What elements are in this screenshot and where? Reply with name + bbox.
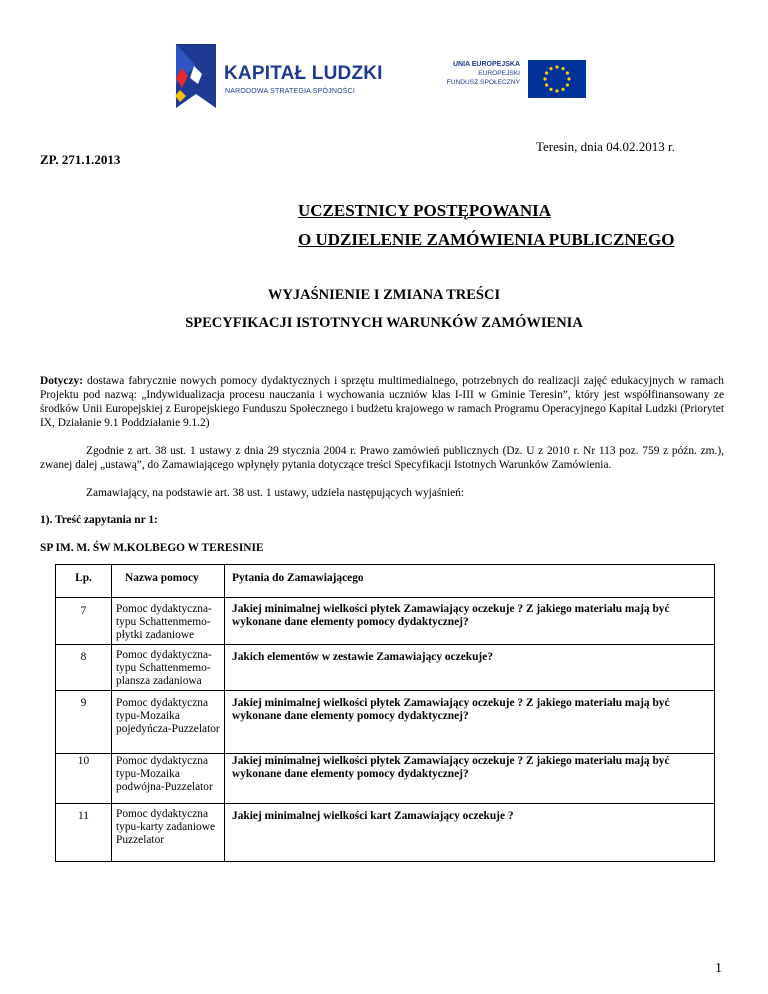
table-divider — [56, 803, 714, 804]
eu-line2: EUROPEJSKI — [478, 70, 520, 77]
zgodnie-text: Zgodnie z art. 38 ust. 1 ustawy z dnia 29 stycznia 2004 r. Prawo zamówień publicznych (Dz. U z 2010 r. Nr 113 poz. 759 z późn. zm.), zwanej dalej „ustawą”, do Zamawiającego wpłynęły pytania dotyczące treści Specyfikacji Istotnych Warunków Zamówienia. — [40, 445, 724, 471]
zgodnie-paragraph — [40, 444, 724, 472]
addressee-line1: UCZESTNICY POSTĘPOWANIA — [298, 201, 551, 220]
kapital-ludzki-emblem-icon — [172, 44, 216, 108]
questions-table — [55, 564, 715, 862]
table-row-lp: 10 — [77, 755, 90, 767]
dotyczy-paragraph — [40, 374, 724, 430]
table-row-name: Pomoc dydaktyczna typu-Mozaika pojedyńcza-Puzzelator — [116, 697, 220, 735]
eu-line3: FUNDUSZ SPOŁECZNY — [446, 79, 520, 86]
reference-number: ZP. 271.1.2013 — [40, 152, 121, 167]
table-divider — [56, 690, 714, 691]
table-divider — [56, 597, 714, 598]
table-row-lp: 11 — [78, 810, 89, 822]
eu-flag-icon — [528, 60, 586, 98]
document-title-line1: WYJAŚNIENIE I ZMIANA TREŚCI — [267, 287, 501, 303]
table-header-question: Pytania do Zamawiającego — [232, 572, 364, 584]
kapital-ludzki-logo — [172, 44, 382, 116]
addressee-line2: O UDZIELENIE ZAMÓWIENIA PUBLICZNEGO — [298, 230, 675, 249]
table-row-name: Pomoc dydaktyczna-typu Schattenmemo-płytki zadaniowe — [116, 603, 212, 641]
table-divider — [56, 644, 714, 645]
page-number: 1 — [715, 961, 722, 976]
table-row-name: Pomoc dydaktyczna-typu Schattenmemo-plansza zadaniowa — [116, 649, 212, 687]
table-header-lp: Lp. — [75, 572, 92, 584]
zamawiajacy-paragraph: Zamawiający, na podstawie art. 38 ust. 1 ustawy, udziela następujących wyjaśnień: — [86, 487, 465, 499]
eu-logo-text — [432, 60, 520, 87]
kapital-ludzki-subtitle: NARODOWA STRATEGIA SPÓJNOŚCI — [225, 88, 356, 95]
document-title-line2: SPECYFIKACJI ISTOTNYCH WARUNKÓW ZAMÓWIENIA — [185, 315, 583, 331]
dotyczy-label: Dotyczy: — [40, 375, 84, 387]
dotyczy-text: dostawa fabrycznie nowych pomocy dydaktycznych i sprzętu multimedialnego, potrzebnych do realizacji zajęć edukacyjnych w ramach Projektu pod nazwą: „Indywidualizacja procesu nauczania i wychowania uczniów klas I-III w Gminie Teresin”, który jest współfinansowany ze środków Unii Europejskiej z Europejskiego Funduszu Społecznego i budżetu krajowego w ramach Programu Operacyjnego Kapitał Ludzki (Priorytet IX, Działanie 9.1 Poddziałanie 9.1.2) — [40, 375, 724, 429]
table-row-name: Pomoc dydaktyczna typu-Mozaika podwójna-Puzzelator — [116, 755, 213, 793]
table-row-question: Jakiej minimalnej wielkości płytek Zamawiający oczekuje ? Z jakiego materiału mają być wykonane dane elementy pomocy dydaktycznej? — [232, 755, 670, 780]
table-row-question: Jakiej minimalnej wielkości płytek Zamawiający oczekuje ? Z jakiego materiału mają być wykonane dane elementy pomocy dydaktycznej? — [232, 697, 670, 722]
kapital-ludzki-title: KAPITAŁ LUDZKI — [224, 63, 383, 84]
question-heading: 1). Treść zapytania nr 1: — [40, 514, 158, 526]
table-row-lp: 8 — [80, 651, 87, 663]
table-divider — [56, 753, 714, 754]
table-row-question: Jakich elementów w zestawie Zamawiający oczekuje? — [232, 651, 493, 663]
table-divider — [224, 565, 225, 861]
table-row-name: Pomoc dydaktyczna typu-karty zadaniowe Puzzelator — [116, 808, 215, 846]
place-date: Teresin, dnia 04.02.2013 r. — [536, 139, 675, 154]
table-row-lp: 9 — [80, 697, 87, 709]
table-row-question: Jakiej minimalnej wielkości kart Zamawiający oczekuje ? — [232, 810, 514, 822]
table-row-question: Jakiej minimalnej wielkości płytek Zamawiający oczekuje ? Z jakiego materiału mają być wykonane dane elementy pomocy dydaktycznej? — [232, 603, 670, 628]
school-name: SP IM. M. ŚW M.KOLBEGO W TERESINIE — [40, 542, 264, 554]
table-row-lp: 7 — [80, 605, 87, 617]
eu-line1: UNIA EUROPEJSKA — [452, 61, 520, 68]
table-header-name: Nazwa pomocy — [125, 572, 199, 584]
